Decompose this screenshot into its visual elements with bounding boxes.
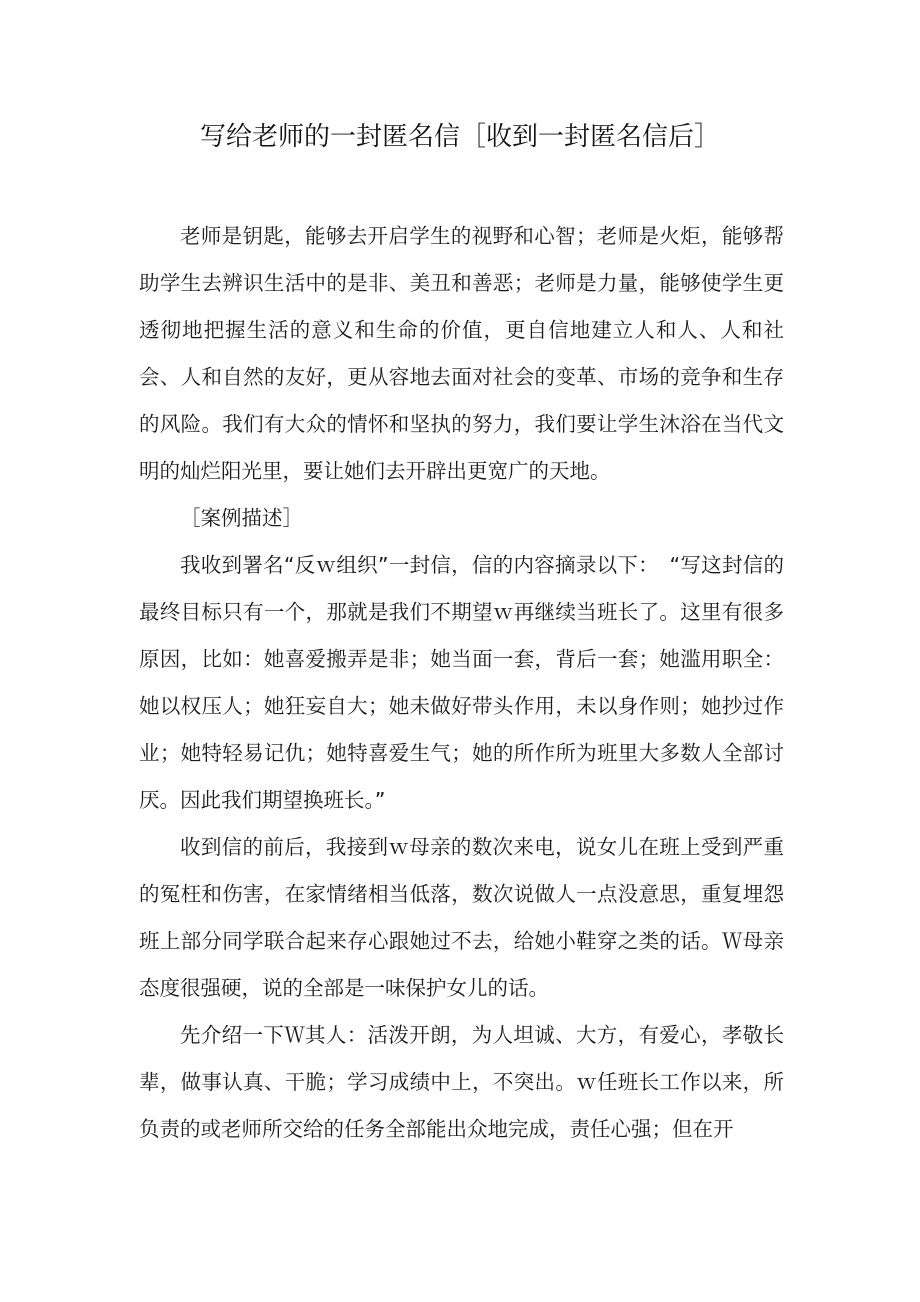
paragraph-w-introduction: 先介绍一下Ｗ其人：活泼开朗，为人坦诚、大方，有爱心，孝敬长辈，做事认真、干脆；学习成绩中上，不突出。ｗ任班长工作以来，所负责的或老师所交给的任务全部能出众地完成，责任心强；但在开 [139,1023,784,1141]
paragraph-letter-excerpt: 我收到署名“反ｗ组织”一封信，信的内容摘录以下： “写这封信的最终目标只有一个，那就是我们不期望ｗ再继续当班长了。这里有很多原因，比如：她喜爱搬弄是非；她当面一套，背后一套；她滥用职全：她以权压人；她狂妄自大；她未做好带头作用，未以身作则；她抄过作业；她特轻易记仇；她特喜爱生气；她的所作所为班里大多数人全部讨厌。因此我们期望换班长。” [139,553,784,812]
paragraph-intro: 老师是钥匙，能够去开启学生的视野和心智；老师是火炬，能够帮助学生去辨识生活中的是非、美丑和善恶；老师是力量，能够使学生更透彻地把握生活的意义和生命的价值，更自信地建立人和人、人和社会、人和自然的友好，更从容地去面对社会的变革、市场的竞争和生存的风险。我们有大众的情怀和坚执的努力，我们要让学生沐浴在当代文明的灿烂阳光里，要让她们去开辟出更宽广的天地。 [139,224,784,483]
section-heading-case-description: ［案例描述］ [180,506,303,530]
document-title: 写给老师的一封匿名信［收到一封匿名信后］ [199,122,720,152]
document-body [139,213,784,1153]
paragraph-mother-calls: 收到信的前后，我接到ｗ母亲的数次来电，说女儿在班上受到严重的冤枉和伤害，在家情绪相当低落，数次说做人一点没意思，重复埋怨班上部分同学联合起来存心跟她过不去，给她小鞋穿之类的话。Ｗ母亲态度很强硬，说的全部是一味保护女儿的话。 [139,835,784,1000]
